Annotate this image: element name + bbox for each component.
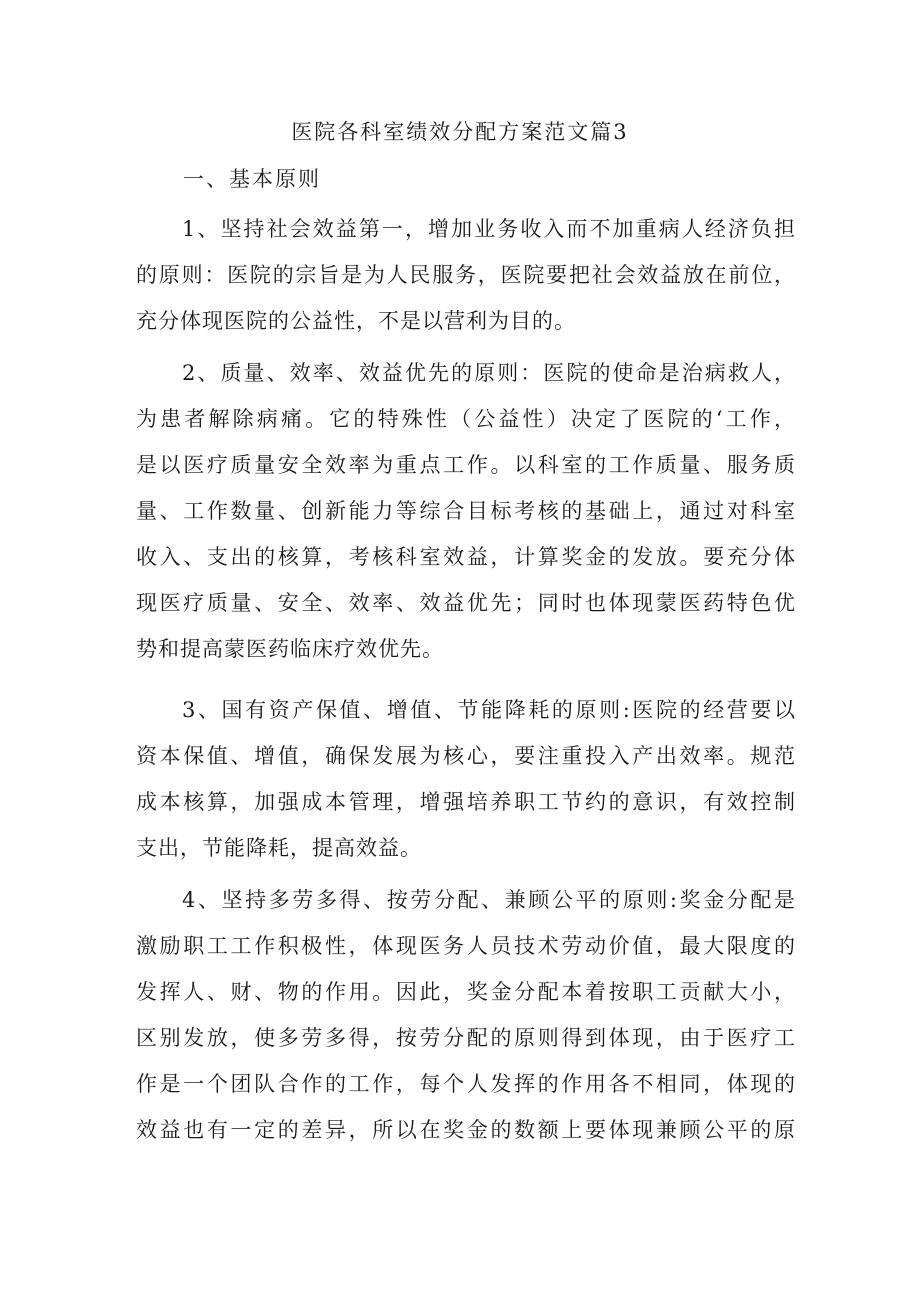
paragraph-principle-4 <box>136 877 796 1153</box>
paragraph-line: 4、坚持多劳多得、按劳分配、兼顾公平的原则:奖金分配是 <box>182 888 796 912</box>
paragraph-line: 是以医疗质量安全效率为重点工作。以科室的工作质量、服务质 <box>136 453 796 477</box>
paragraph-line: 激励职工工作积极性，体现医务人员技术劳动价值，最大限度的 <box>136 934 796 958</box>
paragraph-line: 势和提高蒙医药临床疗效优先。 <box>136 637 444 661</box>
paragraph-principle-1 <box>136 206 796 344</box>
section-heading: 一、基本原则 <box>183 167 321 191</box>
paragraph-principle-3 <box>136 687 796 871</box>
paragraph-line: 成本核算，加强成本管理，增强培养职工节约的意识，有效控制 <box>136 790 796 814</box>
paragraph-principle-2 <box>136 350 796 672</box>
paragraph-line: 作是一个团队合作的工作，每个人发挥的作用各不相同，体现的 <box>136 1072 796 1096</box>
paragraph-line: 发挥人、财、物的作用。因此，奖金分配本着按职工贡献大小， <box>136 980 796 1004</box>
paragraph-line: 现医疗质量、安全、效率、效益优先；同时也体现蒙医药特色优 <box>136 591 796 615</box>
paragraph-line: 的原则：医院的宗旨是为人民服务，医院要把社会效益放在前位， <box>136 263 796 287</box>
paragraph-line: 区别发放，使多劳多得，按劳分配的原则得到体现，由于医疗工 <box>136 1026 796 1050</box>
paragraph-line: 1、坚持社会效益第一，增加业务收入而不加重病人经济负担 <box>182 217 796 241</box>
paragraph-line: 支出，节能降耗，提高效益。 <box>136 836 422 860</box>
paragraph-line: 2、质量、效率、效益优先的原则：医院的使命是治病救人， <box>182 361 796 385</box>
paragraph-line: 收入、支出的核算，考核科室效益，计算奖金的发放。要充分体 <box>136 545 796 569</box>
paragraph-line: 3、国有资产保值、增值、节能降耗的原则:医院的经营要以 <box>182 698 796 722</box>
paragraph-line: 为患者解除病痛。它的特殊性（公益性）决定了医院的‘工作， <box>136 407 796 431</box>
paragraph-line: 资本保值、增值，确保发展为核心，要注重投入产出效率。规范 <box>136 744 796 768</box>
document-title: 医院各科室绩效分配方案范文篇3 <box>291 120 629 144</box>
paragraph-line: 效益也有一定的差异，所以在奖金的数额上要体现兼顾公平的原 <box>136 1118 796 1142</box>
paragraph-line: 充分体现医院的公益性，不是以营利为目的。 <box>136 309 576 333</box>
paragraph-line: 量、工作数量、创新能力等综合目标考核的基础上，通过对科室 <box>136 499 796 523</box>
